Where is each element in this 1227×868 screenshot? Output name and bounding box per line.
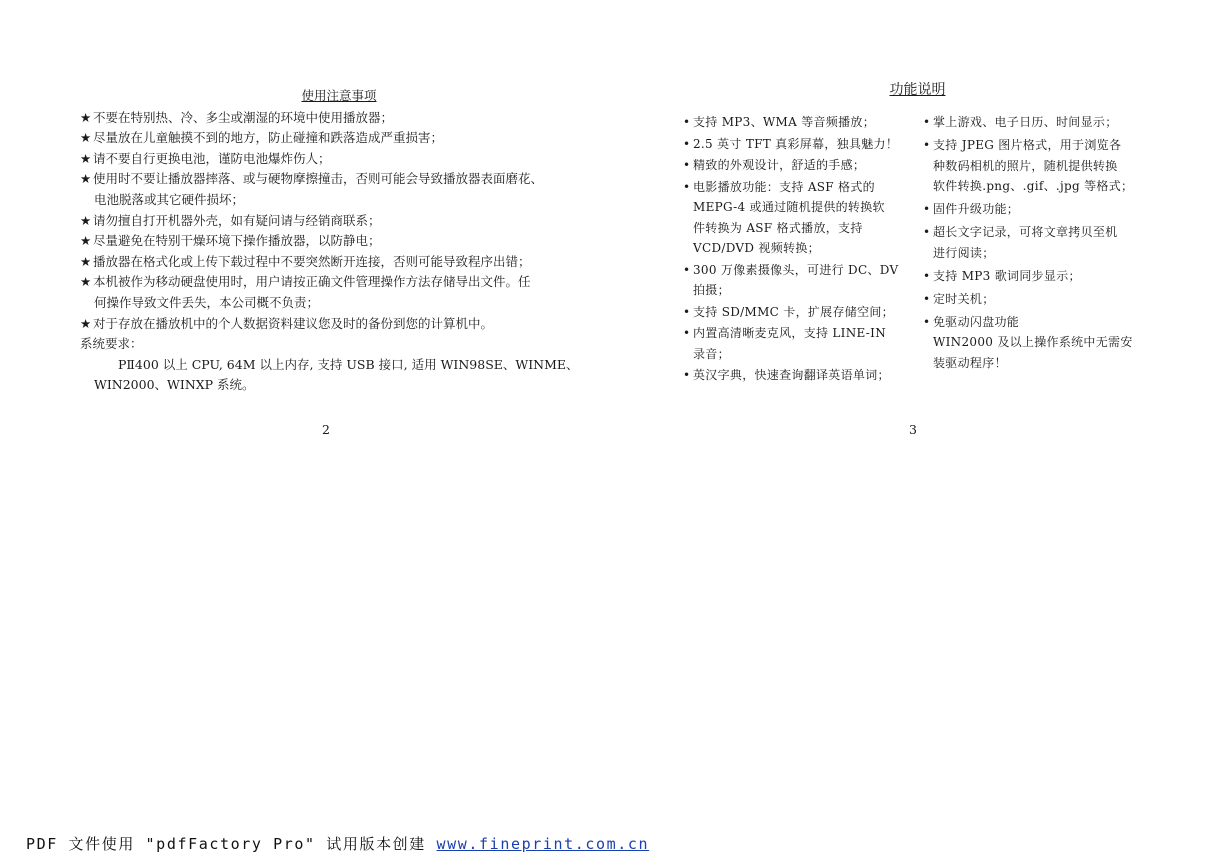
footer-text: PDF 文件使用 "pdfFactory Pro" 试用版本创建 — [26, 835, 426, 853]
star-icon: ★ — [80, 150, 92, 166]
feature-item — [683, 112, 913, 132]
star-icon: ★ — [80, 109, 92, 125]
feature-text: • 内置高清晰麦克风，支持 LINE-IN — [693, 326, 887, 341]
feature-text: WIN2000 及以上操作系统中无需安 — [933, 335, 1133, 350]
feature-text: 软件转换.png、.gif、.jpg 等格式； — [933, 179, 1134, 194]
usage-note-text: 尽量放在儿童触摸不到的地方，防止碰撞和跌落造成严重损害； — [93, 130, 444, 146]
system-requirements-line: PⅡ400 以上 CPU, 64M 以上内存, 支持 USB 接口, 适用 WIN98SE、WINME、 — [118, 356, 579, 372]
usage-note-text: 使用时不要让播放器摔落、或与硬物摩擦撞击，否则可能会导致播放器表面磨花、 — [93, 171, 544, 187]
feature-text: VCD/DVD 视频转换； — [693, 241, 820, 255]
usage-note-text: 请不要自行更换电池，谨防电池爆炸伤人； — [93, 150, 331, 166]
footer-link[interactable]: www.fineprint.com.cn — [436, 835, 650, 853]
feature-item — [923, 289, 1173, 310]
system-requirements-label: 系统要求： — [80, 336, 143, 352]
star-icon: ★ — [80, 233, 92, 249]
usage-note-item — [80, 252, 580, 273]
feature-text: • 支持 MP3 歌词同步显示； — [933, 268, 1081, 283]
usage-note-continuation: 电池脱落或其它硬件损坏； — [94, 191, 245, 207]
feature-item — [923, 199, 1173, 220]
feature-text: • 精致的外观设计，舒适的手感； — [693, 158, 866, 173]
usage-note-item — [80, 231, 580, 252]
feature-text: 进行阅读； — [933, 245, 995, 260]
feature-item — [923, 266, 1173, 287]
usage-note-item — [80, 128, 580, 149]
feature-text: • 免驱动闪盘功能 — [933, 314, 1020, 329]
feature-text: • 电影播放功能：支持 ASF 格式的 — [693, 179, 875, 194]
usage-notes-list — [80, 108, 580, 335]
usage-note-text: 请勿擅自打开机器外壳，如有疑问请与经销商联系； — [93, 212, 381, 228]
usage-notes-title: 使用注意事项 — [301, 88, 377, 103]
feature-text: • 支持 MP3、WMA 等音频播放； — [693, 115, 876, 129]
feature-text: MEPG-4 或通过随机提供的转换软 — [693, 200, 885, 215]
star-icon: ★ — [80, 212, 92, 228]
feature-item — [683, 260, 913, 301]
system-requirements-line: WIN2000、WINXP 系统。 — [94, 377, 255, 393]
feature-text: • 支持 JPEG 图片格式，用于浏览各 — [933, 137, 1122, 152]
usage-note-text: 不要在特别热、冷、多尘或潮湿的环境中使用播放器； — [93, 109, 394, 125]
feature-text: 件转换为 ASF 格式播放，支持 — [693, 220, 863, 235]
star-icon: ★ — [80, 274, 92, 290]
feature-text: • 超长文字记录，可将文章拷贝至机 — [933, 225, 1118, 240]
feature-item — [683, 155, 913, 175]
feature-text: • 英汉字典，快速查询翻译英语单词； — [693, 368, 890, 383]
star-icon: ★ — [80, 315, 92, 331]
feature-text: • 掌上游戏、电子日历、时间显示； — [933, 115, 1118, 129]
feature-text: • 固件升级功能； — [933, 202, 1020, 217]
page-number-right: 3 — [909, 422, 917, 437]
usage-note-text: 播放器在格式化或上传下载过程中不要突然断开连接，否则可能导致程序出错； — [93, 253, 531, 269]
feature-item — [923, 135, 1173, 197]
feature-text: 装驱动程序！ — [933, 355, 1007, 370]
pdf-footer — [26, 833, 649, 854]
feature-item — [923, 312, 1173, 374]
star-icon: ★ — [80, 253, 92, 269]
feature-item — [683, 177, 913, 259]
feature-text: • 定时关机； — [933, 291, 995, 306]
feature-item — [923, 222, 1173, 263]
features-title: 功能说明 — [889, 82, 946, 98]
usage-note-item — [80, 211, 580, 232]
feature-text: • 支持 SD/MMC 卡，扩展存储空间； — [693, 304, 894, 319]
usage-note-text: 对于存放在播放机中的个人数据资料建议您及时的备份到您的计算机中。 — [93, 315, 494, 331]
usage-note-item — [80, 314, 580, 335]
usage-note-item — [80, 149, 580, 170]
features-column-1 — [683, 112, 913, 387]
features-column-2 — [923, 112, 1173, 376]
usage-note-item — [80, 108, 580, 129]
feature-text: • 2.5 英寸 TFT 真彩屏幕，独具魅力！ — [693, 136, 899, 151]
left-page — [80, 86, 580, 396]
feature-item — [683, 323, 913, 364]
usage-note-continuation: 何操作导致文件丢失，本公司概不负责； — [94, 294, 320, 310]
feature-text: 种数码相机的照片，随机提供转换 — [933, 158, 1118, 173]
page-number-left: 2 — [322, 422, 330, 437]
star-icon: ★ — [80, 171, 92, 187]
feature-item — [683, 134, 913, 154]
feature-item — [923, 112, 1173, 133]
usage-note-item — [80, 272, 580, 293]
feature-item — [683, 365, 913, 385]
feature-text: 拍摄； — [693, 283, 730, 297]
star-icon: ★ — [80, 130, 92, 146]
feature-item — [683, 302, 913, 322]
usage-note-text: 尽量避免在特别干燥环境下操作播放器，以防静电； — [93, 233, 381, 249]
usage-note-item — [80, 169, 580, 190]
usage-note-text: 本机被作为移动硬盘使用时，用户请按正确文件管理操作方法存储导出文件。任 — [93, 274, 531, 290]
feature-text: • 300 万像素摄像头，可进行 DC、DV — [693, 262, 899, 277]
feature-text: 录音； — [693, 346, 730, 361]
